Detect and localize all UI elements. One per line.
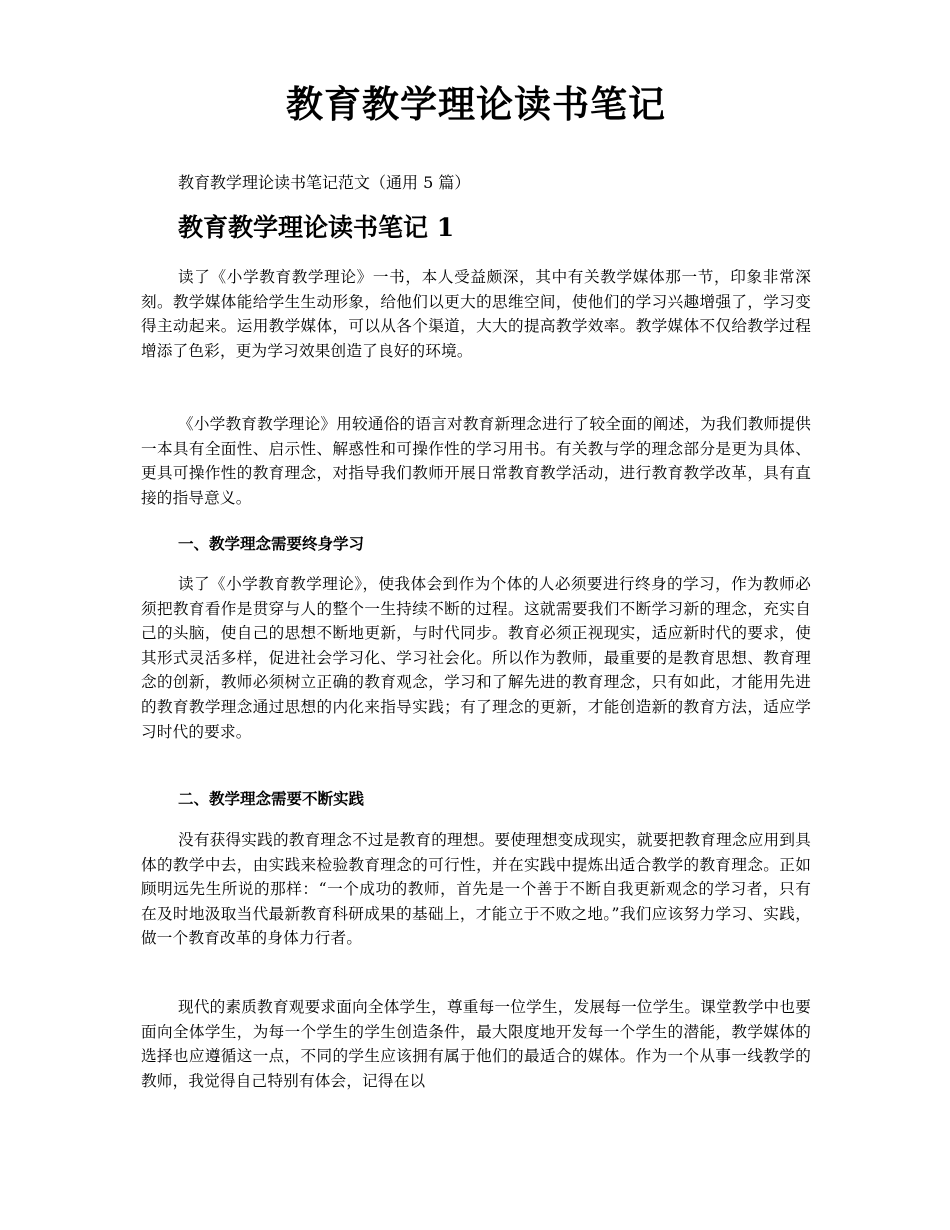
paragraph-4: 没有获得实践的教育理念不过是教育的理想。要使理想变成现实，就要把教育理念应用到具体的教学中去，由实践来检验教育理念的可行性，并在实践中提炼出适合教学的教育理念。正如顾明远先生所说的那样：“一个成功的教师，首先是一个善于不断自我更新观念的学习者，只有在及时地汲取当代最新教育科研成果的基础上，才能立于不败之地。”我们应该努力学习、实践，做一个教育改革的身体力行者。 <box>141 831 811 948</box>
section-title: 教育教学理论读书笔记 1 <box>178 213 455 242</box>
heading-lifelong-learning: 一、教学理念需要终身学习 <box>178 535 365 553</box>
paragraph-5: 现代的素质教育观要求面向全体学生，尊重每一位学生，发展每一位学生。课堂教学中也要面向全体学生，为每一个学生的学生创造条件，最大限度地开发每一个学生的潜能，教学媒体的选择也应遵循这一点，不同的学生应该拥有属于他们的最适合的媒体。作为一个从事一线教学的教师，我觉得自己特别有体会，记得在以 <box>141 998 811 1090</box>
heading-continuous-practice: 二、教学理念需要不断实践 <box>178 790 365 808</box>
document-title: 教育教学理论读书笔记 <box>286 82 666 126</box>
document-subtitle: 教育教学理论读书笔记范文（通用 5 篇） <box>178 173 471 192</box>
paragraph-2: 《小学教育教学理论》用较通俗的语言对教育新理念进行了较全面的阐述，为我们教师提供一本具有全面性、启示性、解惑性和可操作性的学习用书。有关教与学的理念部分是更为具体、更具可操作性的教育理念，对指导我们教师开展日常教育教学活动，进行教育教学改革，具有直接的指导意义。 <box>141 415 811 507</box>
paragraph-1: 读了《小学教育教学理论》一书，本人受益颇深，其中有关教学媒体那一节，印象非常深刻。教学媒体能给学生生动形象，给他们以更大的思维空间，使他们的学习兴趣增强了，学习变得主动起来。运用教学媒体，可以从各个渠道，大大的提高教学效率。教学媒体不仅给教学过程增添了色彩，更为学习效果创造了良好的环境。 <box>141 268 811 360</box>
paragraph-3: 读了《小学教育教学理论》，使我体会到作为个体的人必须要进行终身的学习，作为教师必须把教育看作是贯穿与人的整个一生持续不断的过程。这就需要我们不断学习新的理念，充实自己的头脑，使自己的思想不断地更新，与时代同步。教育必须正视现实，适应新时代的要求，使其形式灵活多样，促进社会学习化、学习社会化。所以作为教师，最重要的是教育思想、教育理念的创新，教师必须树立正确的教育观念，学习和了解先进的教育理念，只有如此，才能用先进的教育教学理念通过思想的内化来指导实践；有了理念的更新，才能创造新的教育方法，适应学习时代的要求。 <box>141 575 811 741</box>
